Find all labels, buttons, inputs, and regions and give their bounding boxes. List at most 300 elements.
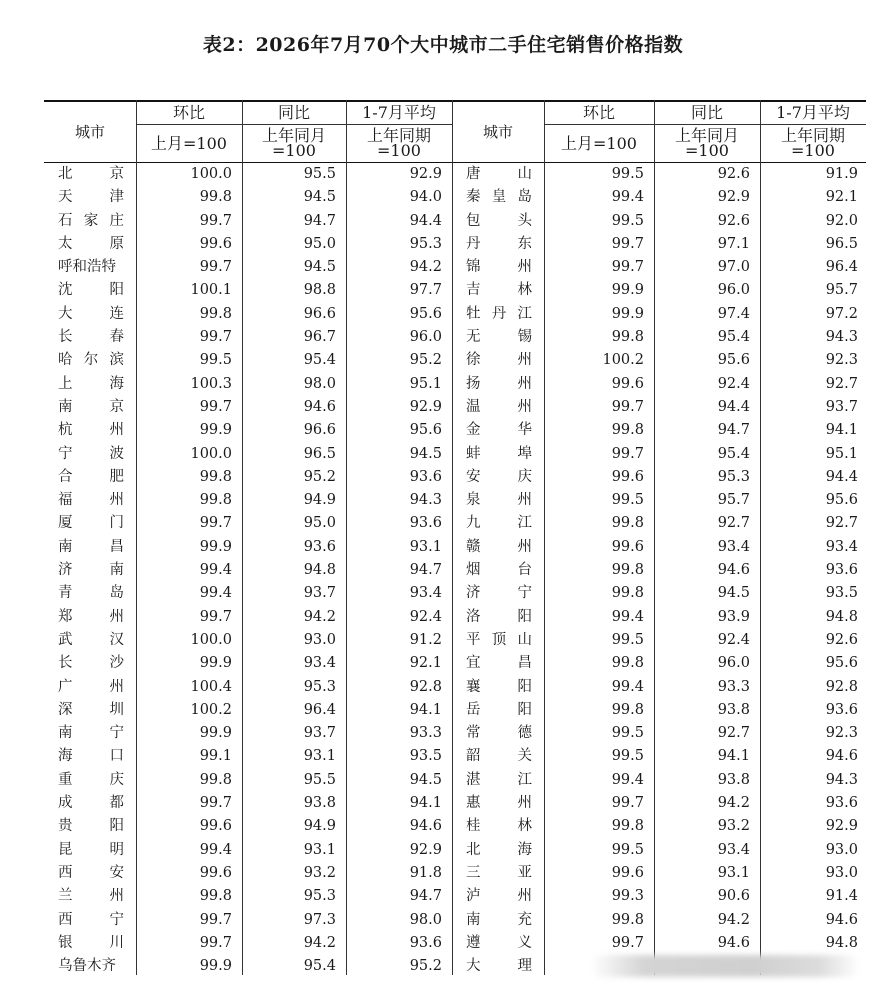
avg-value-cell: 94.7 — [409, 888, 442, 905]
city-name-cell: 成都 — [58, 795, 124, 812]
city-name-cell: 九江 — [466, 515, 532, 532]
avg-value-cell: 94.3 — [409, 492, 442, 509]
avg-value-cell: 93.4 — [825, 538, 858, 555]
city-name-cell: 徐州 — [466, 352, 532, 369]
avg-value-cell: 94.5 — [409, 445, 442, 462]
yoy-value-cell: 93.0 — [303, 631, 336, 648]
table-row — [44, 512, 866, 535]
mom-value-cell: 99.8 — [611, 422, 644, 439]
yoy-value-cell: 92.6 — [717, 212, 750, 229]
yoy-value-cell: 93.6 — [303, 538, 336, 555]
city-name-cell: 南宁 — [58, 725, 124, 742]
table-row — [44, 745, 866, 768]
avg-value-cell: 96.0 — [409, 329, 442, 346]
mom-value-cell: 99.4 — [199, 585, 232, 602]
mom-value-cell: 99.5 — [611, 748, 644, 765]
city-name-cell: 宁波 — [58, 445, 124, 462]
mom-value-cell: 99.8 — [611, 911, 644, 928]
header-avg-base-left: 上年同期 =100 — [366, 126, 431, 160]
avg-value-cell: 94.3 — [825, 329, 858, 346]
avg-value-cell: 94.4 — [825, 468, 858, 485]
yoy-value-cell: 90.6 — [717, 888, 750, 905]
city-name-cell: 广州 — [58, 678, 124, 695]
avg-value-cell: 98.0 — [409, 911, 442, 928]
avg-value-cell: 92.6 — [825, 631, 858, 648]
mom-value-cell: 99.4 — [611, 608, 644, 625]
mom-value-cell: 99.7 — [199, 515, 232, 532]
avg-value-cell: 92.7 — [825, 515, 858, 532]
yoy-value-cell: 93.4 — [717, 538, 750, 555]
city-name-cell: 贵阳 — [58, 818, 124, 835]
mom-value-cell: 100.2 — [602, 352, 644, 369]
avg-value-cell: 93.5 — [825, 585, 858, 602]
city-name-cell: 泉州 — [466, 492, 532, 509]
yoy-value-cell: 94.8 — [303, 562, 336, 579]
yoy-value-cell: 95.4 — [717, 329, 750, 346]
avg-value-cell: 96.4 — [825, 259, 858, 276]
city-name-cell: 赣州 — [466, 538, 532, 555]
table-row — [44, 279, 866, 302]
mom-value-cell: 99.5 — [611, 631, 644, 648]
header-mom-base-right: 上月=100 — [561, 133, 637, 153]
yoy-value-cell: 93.9 — [717, 608, 750, 625]
city-name-cell: 大理 — [466, 958, 532, 975]
city-name-cell: 泸州 — [466, 888, 532, 905]
avg-value-cell: 95.2 — [409, 958, 442, 975]
mom-value-cell: 99.8 — [611, 329, 644, 346]
table-row — [44, 163, 866, 186]
table-row — [44, 582, 866, 605]
avg-value-cell: 93.6 — [409, 934, 442, 951]
yoy-value-cell: 96.5 — [303, 445, 336, 462]
header-yoy-base-right: 上年同月 =100 — [674, 126, 739, 160]
avg-value-cell: 94.4 — [409, 212, 442, 229]
mom-value-cell: 99.5 — [611, 725, 644, 742]
city-name-cell: 武汉 — [58, 631, 124, 648]
mom-value-cell: 99.9 — [199, 422, 232, 439]
avg-value-cell: 95.3 — [409, 235, 442, 252]
avg-value-cell: 95.1 — [409, 375, 442, 392]
yoy-value-cell: 94.2 — [717, 795, 750, 812]
avg-value-cell: 94.1 — [409, 795, 442, 812]
yoy-value-cell: 95.3 — [303, 888, 336, 905]
city-name-cell: 石家庄 — [58, 212, 124, 229]
mom-value-cell: 99.7 — [199, 212, 232, 229]
mom-value-cell: 100.2 — [190, 701, 232, 718]
city-name-cell: 丹东 — [466, 235, 532, 252]
yoy-value-cell: 94.4 — [717, 398, 750, 415]
city-name-cell: 海口 — [58, 748, 124, 765]
city-name-cell: 平顶山 — [466, 631, 532, 648]
yoy-value-cell: 94.7 — [303, 212, 336, 229]
header-avg-left: 1-7月平均 — [362, 103, 436, 122]
mom-value-cell: 99.9 — [199, 538, 232, 555]
city-name-cell: 南京 — [58, 398, 124, 415]
city-name-cell: 北海 — [466, 841, 532, 858]
yoy-value-cell: 96.7 — [303, 329, 336, 346]
table-row — [44, 536, 866, 559]
table-row — [44, 676, 866, 699]
mom-value-cell: 99.7 — [199, 259, 232, 276]
city-name-cell: 烟台 — [466, 562, 532, 579]
table-row — [44, 303, 866, 326]
avg-value-cell: 95.6 — [409, 422, 442, 439]
mom-value-cell: 99.7 — [611, 934, 644, 951]
avg-value-cell: 95.6 — [409, 305, 442, 322]
avg-value-cell: 94.1 — [825, 422, 858, 439]
table-row — [44, 815, 866, 838]
yoy-value-cell: 93.2 — [303, 864, 336, 881]
header-avg-base-right: 上年同期 =100 — [780, 126, 845, 160]
city-name-cell: 青岛 — [58, 585, 124, 602]
table-row — [44, 489, 866, 512]
avg-value-cell: 94.5 — [409, 771, 442, 788]
mom-value-cell: 99.5 — [199, 352, 232, 369]
yoy-value-cell: 96.4 — [303, 701, 336, 718]
mom-value-cell: 99.7 — [611, 795, 644, 812]
city-name-cell: 襄阳 — [466, 678, 532, 695]
table-row — [44, 606, 866, 629]
table-row — [44, 326, 866, 349]
avg-value-cell: 93.5 — [409, 748, 442, 765]
yoy-value-cell: 92.4 — [717, 631, 750, 648]
yoy-value-cell: 93.4 — [303, 655, 336, 672]
city-name-cell: 湛江 — [466, 771, 532, 788]
avg-value-cell: 92.1 — [825, 189, 858, 206]
city-name-cell: 温州 — [466, 398, 532, 415]
mom-value-cell: 99.4 — [199, 841, 232, 858]
table-row — [44, 349, 866, 372]
header-avg-right: 1-7月平均 — [776, 103, 850, 122]
city-name-cell: 深圳 — [58, 701, 124, 718]
table-row — [44, 210, 866, 233]
avg-value-cell: 92.7 — [825, 375, 858, 392]
yoy-value-cell: 95.2 — [303, 468, 336, 485]
city-name-cell: 大连 — [58, 305, 124, 322]
yoy-value-cell: 93.3 — [717, 678, 750, 695]
mom-value-cell: 99.5 — [611, 166, 644, 182]
mom-value-cell: 99.8 — [199, 492, 232, 509]
mom-value-cell: 99.6 — [611, 864, 644, 881]
table-row — [44, 932, 866, 955]
mom-value-cell: 100.0 — [190, 445, 232, 462]
yoy-value-cell: 97.4 — [717, 305, 750, 322]
avg-value-cell: 94.3 — [825, 771, 858, 788]
yoy-value-cell: 97.3 — [303, 911, 336, 928]
yoy-value-cell: 93.8 — [303, 795, 336, 812]
city-name-cell: 长春 — [58, 329, 124, 346]
avg-value-cell: 93.3 — [409, 725, 442, 742]
avg-value-cell: 93.1 — [409, 538, 442, 555]
city-name-cell: 宜昌 — [466, 655, 532, 672]
mom-value-cell: 99.7 — [199, 911, 232, 928]
table-row — [44, 839, 866, 862]
mom-value-cell: 99.6 — [611, 375, 644, 392]
mom-value-cell: 99.8 — [611, 585, 644, 602]
city-name-cell: 金华 — [466, 422, 532, 439]
header-mom-left: 环比 — [172, 103, 205, 122]
header-yoy-left: 同比 — [277, 103, 310, 122]
mom-value-cell: 99.8 — [611, 818, 644, 835]
yoy-value-cell: 93.7 — [303, 585, 336, 602]
yoy-value-cell: 92.4 — [717, 375, 750, 392]
mom-value-cell: 100.0 — [190, 631, 232, 648]
yoy-value-cell: 94.1 — [717, 748, 750, 765]
blurred-watermark — [590, 955, 860, 977]
city-name-cell: 天津 — [58, 189, 124, 206]
yoy-value-cell: 93.2 — [717, 818, 750, 835]
table-row — [44, 769, 866, 792]
header-yoy-base-left: 上年同月 =100 — [261, 126, 326, 160]
avg-value-cell: 92.3 — [825, 725, 858, 742]
avg-value-cell: 92.9 — [409, 841, 442, 858]
city-name-cell: 重庆 — [58, 771, 124, 788]
city-name-cell: 济南 — [58, 562, 124, 579]
header-mom-right: 环比 — [582, 103, 615, 122]
avg-value-cell: 93.6 — [409, 515, 442, 532]
avg-value-cell: 95.2 — [409, 352, 442, 369]
mom-value-cell: 99.4 — [611, 678, 644, 695]
yoy-value-cell: 94.2 — [303, 608, 336, 625]
city-name-cell: 上海 — [58, 375, 124, 392]
city-name-cell: 南充 — [466, 911, 532, 928]
table-row — [44, 396, 866, 419]
mom-value-cell: 99.7 — [611, 445, 644, 462]
yoy-value-cell: 94.5 — [303, 189, 336, 206]
avg-value-cell: 94.1 — [409, 701, 442, 718]
city-name-cell: 太原 — [58, 235, 124, 252]
table-title: 表2：2026年7月70个大中城市二手住宅销售价格指数 — [202, 34, 684, 56]
avg-value-cell: 92.1 — [409, 655, 442, 672]
avg-value-cell: 94.2 — [409, 259, 442, 276]
avg-value-cell: 93.6 — [825, 562, 858, 579]
city-name-cell: 洛阳 — [466, 608, 532, 625]
city-name-cell: 遵义 — [466, 934, 532, 951]
avg-value-cell: 93.4 — [409, 585, 442, 602]
city-name-cell: 锦州 — [466, 259, 532, 276]
city-name-cell: 济宁 — [466, 585, 532, 602]
yoy-value-cell: 94.2 — [717, 911, 750, 928]
city-name-cell: 西安 — [58, 864, 124, 881]
yoy-value-cell: 96.6 — [303, 305, 336, 322]
avg-value-cell: 92.8 — [409, 678, 442, 695]
mom-value-cell: 99.5 — [611, 492, 644, 509]
table-row — [44, 443, 866, 466]
avg-value-cell: 91.2 — [409, 631, 442, 648]
avg-value-cell: 95.7 — [825, 282, 858, 299]
table-row — [44, 792, 866, 815]
mom-value-cell: 99.9 — [611, 282, 644, 299]
avg-value-cell: 95.1 — [825, 445, 858, 462]
avg-value-cell: 95.6 — [825, 655, 858, 672]
mom-value-cell: 99.8 — [199, 305, 232, 322]
city-name-cell: 安庆 — [466, 468, 532, 485]
city-name-cell: 韶关 — [466, 748, 532, 765]
mom-value-cell: 99.6 — [199, 818, 232, 835]
yoy-value-cell: 96.0 — [717, 282, 750, 299]
city-name-cell: 哈尔滨 — [58, 352, 124, 369]
mom-value-cell: 99.4 — [611, 189, 644, 206]
yoy-value-cell: 93.8 — [717, 771, 750, 788]
yoy-value-cell: 95.7 — [717, 492, 750, 509]
avg-value-cell: 94.6 — [825, 748, 858, 765]
mom-value-cell: 99.3 — [611, 888, 644, 905]
yoy-value-cell: 93.1 — [303, 748, 336, 765]
avg-value-cell: 92.9 — [409, 398, 442, 415]
header-city-left: 城市 — [74, 122, 105, 141]
yoy-value-cell: 93.8 — [717, 701, 750, 718]
avg-value-cell: 93.0 — [825, 841, 858, 858]
mom-value-cell: 99.6 — [611, 468, 644, 485]
city-name-cell: 牡丹江 — [466, 305, 532, 322]
mom-value-cell: 99.8 — [199, 189, 232, 206]
mom-value-cell: 99.7 — [199, 329, 232, 346]
mom-value-cell: 99.7 — [199, 795, 232, 812]
city-name-cell: 秦皇岛 — [466, 189, 532, 206]
avg-value-cell: 91.8 — [409, 864, 442, 881]
mom-value-cell: 100.4 — [190, 678, 232, 695]
table-row — [44, 629, 866, 652]
yoy-value-cell: 95.0 — [303, 235, 336, 252]
mom-value-cell: 99.7 — [199, 398, 232, 415]
city-name-cell: 扬州 — [466, 375, 532, 392]
yoy-value-cell: 97.1 — [717, 235, 750, 252]
yoy-value-cell: 94.6 — [303, 398, 336, 415]
city-name-cell: 桂林 — [466, 818, 532, 835]
city-name-cell: 惠州 — [466, 795, 532, 812]
yoy-value-cell: 95.3 — [717, 468, 750, 485]
avg-value-cell: 91.9 — [825, 166, 858, 182]
avg-value-cell: 97.7 — [409, 282, 442, 299]
mom-value-cell: 99.6 — [199, 864, 232, 881]
table-row — [44, 466, 866, 489]
mom-value-cell: 99.6 — [199, 235, 232, 252]
yoy-value-cell: 94.6 — [717, 562, 750, 579]
city-name-cell: 南昌 — [58, 538, 124, 555]
yoy-value-cell: 93.7 — [303, 725, 336, 742]
mom-value-cell: 100.3 — [190, 375, 232, 392]
mom-value-cell: 99.6 — [611, 538, 644, 555]
yoy-value-cell: 94.5 — [303, 259, 336, 276]
mom-value-cell: 100.0 — [190, 166, 232, 182]
yoy-value-cell: 97.0 — [717, 259, 750, 276]
table-row — [44, 652, 866, 675]
city-name-cell: 吉林 — [466, 282, 532, 299]
avg-value-cell: 93.6 — [409, 468, 442, 485]
table-row — [44, 862, 866, 885]
yoy-value-cell: 94.9 — [303, 492, 336, 509]
yoy-value-cell: 92.9 — [717, 189, 750, 206]
yoy-value-cell: 95.5 — [303, 166, 336, 182]
header-city-right: 城市 — [482, 122, 513, 141]
avg-value-cell: 94.7 — [409, 562, 442, 579]
mom-value-cell: 99.7 — [611, 235, 644, 252]
mom-value-cell: 99.7 — [199, 934, 232, 951]
yoy-value-cell: 94.2 — [303, 934, 336, 951]
yoy-value-cell: 95.4 — [717, 445, 750, 462]
avg-value-cell: 91.4 — [825, 888, 858, 905]
avg-value-cell: 92.9 — [409, 166, 442, 182]
city-name-cell: 三亚 — [466, 864, 532, 881]
table-row — [44, 373, 866, 396]
yoy-value-cell: 94.6 — [717, 934, 750, 951]
mom-value-cell: 99.7 — [611, 259, 644, 276]
yoy-value-cell: 95.6 — [717, 352, 750, 369]
table-row — [44, 559, 866, 582]
table-row — [44, 233, 866, 256]
avg-value-cell: 94.0 — [409, 189, 442, 206]
city-name-cell: 常德 — [466, 725, 532, 742]
yoy-value-cell: 96.6 — [303, 422, 336, 439]
yoy-value-cell: 94.5 — [717, 585, 750, 602]
city-name-cell: 蚌埠 — [466, 445, 532, 462]
city-name-cell: 无锡 — [466, 329, 532, 346]
table-row — [44, 419, 866, 442]
avg-value-cell: 97.2 — [825, 305, 858, 322]
yoy-value-cell: 94.7 — [717, 422, 750, 439]
mom-value-cell: 99.8 — [199, 888, 232, 905]
yoy-value-cell: 93.1 — [717, 864, 750, 881]
mom-value-cell: 99.8 — [611, 701, 644, 718]
mom-value-cell: 99.4 — [611, 771, 644, 788]
yoy-value-cell: 92.7 — [717, 515, 750, 532]
avg-value-cell: 92.3 — [825, 352, 858, 369]
avg-value-cell: 92.9 — [825, 818, 858, 835]
avg-value-cell: 94.6 — [825, 911, 858, 928]
city-name-cell: 沈阳 — [58, 282, 124, 299]
table-row — [44, 699, 866, 722]
mom-value-cell: 99.5 — [611, 841, 644, 858]
mom-value-cell: 99.1 — [199, 748, 232, 765]
mom-value-cell: 99.7 — [611, 398, 644, 415]
avg-value-cell: 93.7 — [825, 398, 858, 415]
avg-value-cell: 92.0 — [825, 212, 858, 229]
city-name-cell: 厦门 — [58, 515, 124, 532]
city-name-cell: 包头 — [466, 212, 532, 229]
yoy-value-cell: 92.7 — [717, 725, 750, 742]
avg-value-cell: 93.6 — [825, 701, 858, 718]
avg-value-cell: 93.6 — [825, 795, 858, 812]
city-name-cell: 岳阳 — [466, 701, 532, 718]
mom-value-cell: 99.9 — [199, 958, 232, 975]
mom-value-cell: 99.8 — [199, 468, 232, 485]
mom-value-cell: 99.8 — [611, 515, 644, 532]
avg-value-cell: 93.0 — [825, 864, 858, 881]
avg-value-cell: 94.6 — [409, 818, 442, 835]
avg-value-cell: 94.8 — [825, 608, 858, 625]
yoy-value-cell: 95.5 — [303, 771, 336, 788]
city-name-cell: 兰州 — [58, 888, 124, 905]
avg-value-cell: 96.5 — [825, 235, 858, 252]
city-name-cell: 杭州 — [58, 422, 124, 439]
city-name-cell: 呼和浩特 — [58, 259, 116, 276]
avg-value-cell: 95.6 — [825, 492, 858, 509]
city-name-cell: 长沙 — [58, 655, 124, 672]
header-mom-base-left: 上月=100 — [151, 133, 227, 153]
yoy-value-cell: 94.9 — [303, 818, 336, 835]
yoy-value-cell: 95.0 — [303, 515, 336, 532]
city-name-cell: 唐山 — [466, 166, 532, 182]
city-name-cell: 郑州 — [58, 608, 124, 625]
yoy-value-cell: 96.0 — [717, 655, 750, 672]
avg-value-cell: 92.8 — [825, 678, 858, 695]
mom-value-cell: 99.9 — [199, 725, 232, 742]
yoy-value-cell: 98.0 — [303, 375, 336, 392]
yoy-value-cell: 95.4 — [303, 958, 336, 975]
city-name-cell: 乌鲁木齐 — [58, 958, 116, 975]
avg-value-cell: 92.4 — [409, 608, 442, 625]
header-yoy-right: 同比 — [690, 103, 723, 122]
